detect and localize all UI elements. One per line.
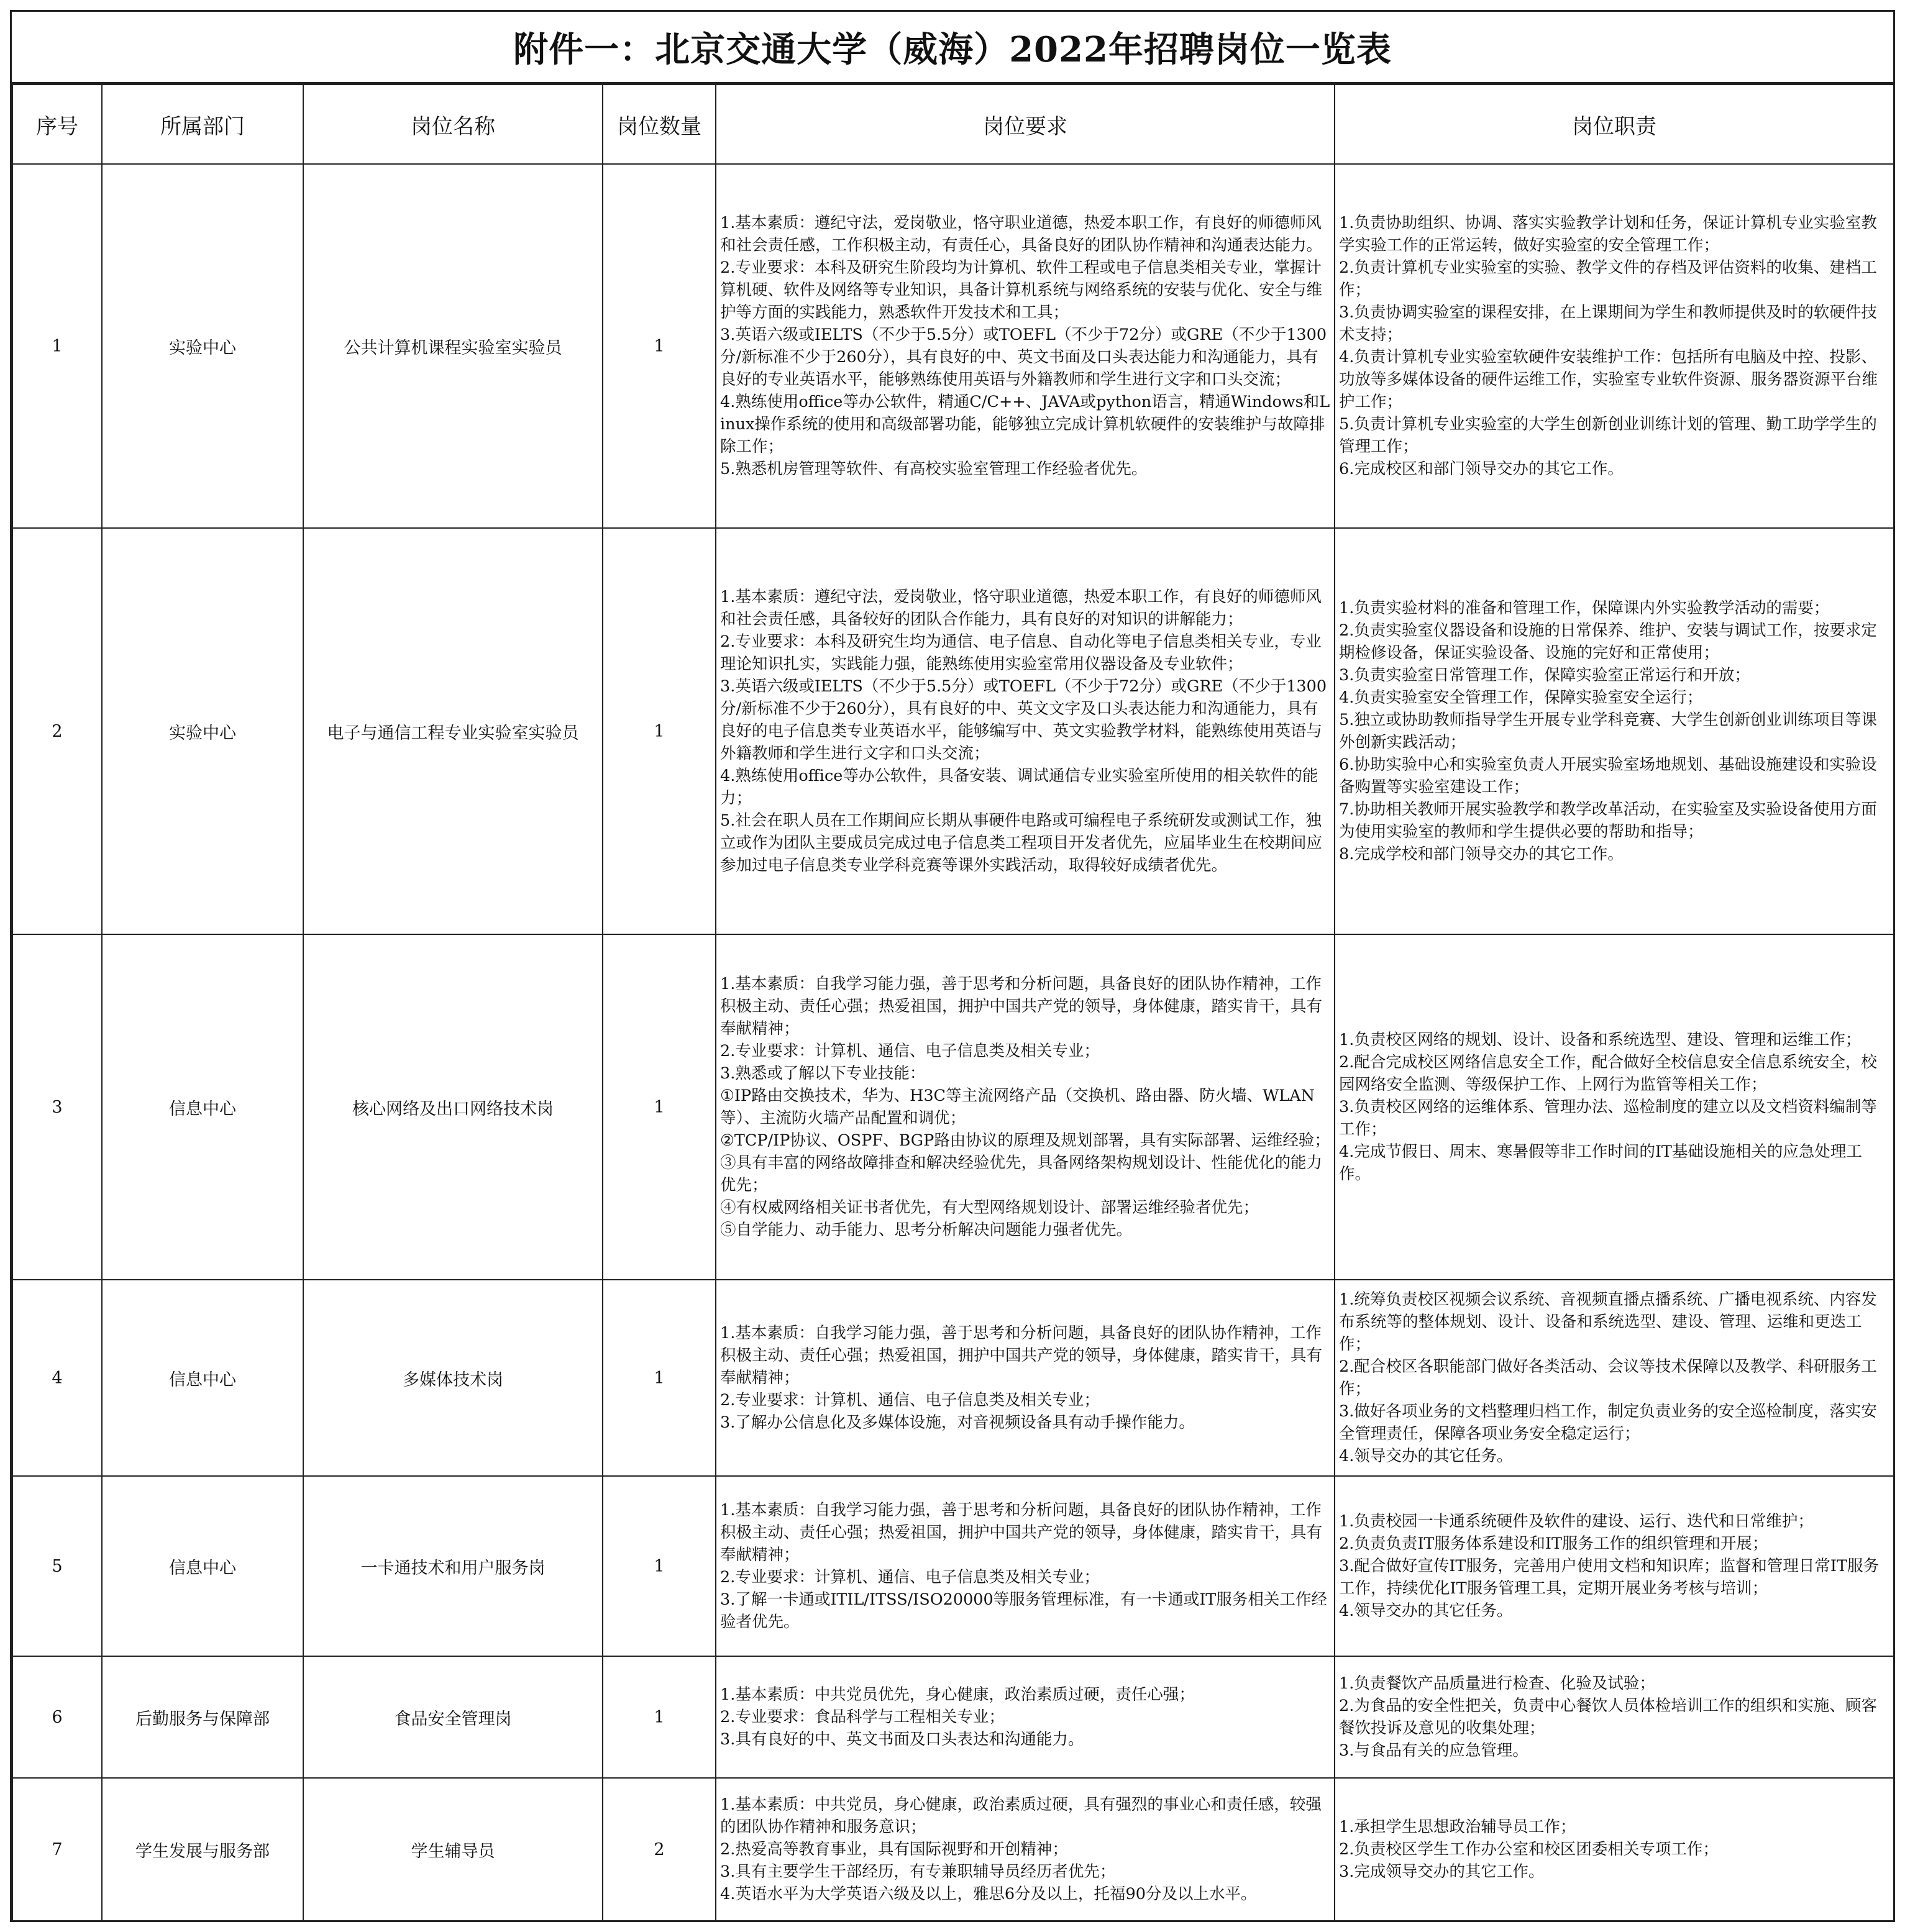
cell-dept: 学生发展与服务部 — [102, 1778, 303, 1921]
cell-no: 4 — [12, 1280, 102, 1476]
table-row — [12, 1656, 1894, 1778]
cell-no: 7 — [12, 1778, 102, 1921]
table-row — [12, 1476, 1894, 1656]
cell-no: 1 — [12, 164, 102, 528]
header-no: 序号 — [12, 84, 102, 164]
cell-duties: 1.统筹负责校区视频会议系统、音视频直播点播系统、广播电视系统、内容发布系统等的整体规划、设计、设备和系统选型、建设、管理、运维和更迭工作； 2.配合校区各职能部门做好各类活动、会议等技术保障以及教学、科研服务工作； 3.做好各项业务的文档整理归档工作，制定负责业务的安全巡检制度，落实安全管理责任，保障各项业务安全稳定运行； 4.领导交办的其它任务。 — [1335, 1280, 1894, 1476]
cell-count: 1 — [603, 164, 716, 528]
cell-dept: 信息中心 — [102, 934, 303, 1280]
cell-requirements: 1.基本素质：中共党员，身心健康，政治素质过硬，具有强烈的事业心和责任感，较强的团队协作精神和服务意识； 2.热爱高等教育事业，具有国际视野和开创精神； 3.具有主要学生干部经历，有专兼职辅导员经历者优先； 4.英语水平为大学英语六级及以上，雅思6分及以上，托福90分及以上水平。 — [716, 1778, 1335, 1921]
cell-dept: 实验中心 — [102, 528, 303, 934]
header-duties: 岗位职责 — [1335, 84, 1894, 164]
table-header-row — [12, 84, 1894, 164]
header-count: 岗位数量 — [603, 84, 716, 164]
table-row — [12, 934, 1894, 1280]
cell-no: 5 — [12, 1476, 102, 1656]
cell-count: 2 — [603, 1778, 716, 1921]
cell-duties: 1.负责协助组织、协调、落实实验教学计划和任务，保证计算机专业实验室教学实验工作的正常运转，做好实验室的安全管理工作； 2.负责计算机专业实验室的实验、教学文件的存档及评估资料的收集、建档工作； 3.负责协调实验室的课程安排，在上课期间为学生和教师提供及时的软硬件技术支持； 4.负责计算机专业实验室软硬件安装维护工作：包括所有电脑及中控、投影、功放等多媒体设备的硬件运维工作，实验室专业软件资源、服务器资源平台维护工作； 5.负责计算机专业实验室的大学生创新创业训练计划的管理、勤工助学学生的管理工作； 6.完成校区和部门领导交办的其它工作。 — [1335, 164, 1894, 528]
cell-position: 电子与通信工程专业实验室实验员 — [303, 528, 603, 934]
table-row — [12, 1280, 1894, 1476]
positions-table — [12, 84, 1894, 1921]
cell-duties: 1.负责校园一卡通系统硬件及软件的建设、运行、迭代和日常维护； 2.负责负责IT服务体系建设和IT服务工作的组织管理和开展； 3.配合做好宣传IT服务，完善用户使用文档和知识库；监督和管理日常IT服务工作，持续优化IT服务管理工具，定期开展业务考核与培训； 4.领导交办的其它任务。 — [1335, 1476, 1894, 1656]
cell-requirements: 1.基本素质：遵纪守法，爱岗敬业，恪守职业道德，热爱本职工作，有良好的师德师风和社会责任感，工作积极主动，有责任心，具备良好的团队协作精神和沟通表达能力。 2.专业要求：本科及研究生阶段均为计算机、软件工程或电子信息类相关专业，掌握计算机硬、软件及网络等专业知识，具备计算机系统与网络系统的安装与优化、安全与维护等方面的实践能力，熟悉软件开发技术和工具； 3.英语六级或IELTS（不少于5.5分）或TOEFL（不少于72分）或GRE（不少于1300分/新标准不少于260分），具有良好的中、英文书面及口头表达能力和沟通能力，具有良好的专业英语水平，能够熟练使用英语与外籍教师和学生进行文字和口头交流； 4.熟练使用office等办公软件，精通C/C++、JAVA或python语言，精通Windows和Linux操作系统的使用和高级部署功能，能够独立完成计算机软硬件的安装维护与故障排除工作； 5.熟悉机房管理等软件、有高校实验室管理工作经验者优先。 — [716, 164, 1335, 528]
cell-requirements: 1.基本素质：自我学习能力强，善于思考和分析问题，具备良好的团队协作精神，工作积极主动、责任心强；热爱祖国，拥护中国共产党的领导，身体健康，踏实肯干，具有奉献精神； 2.专业要求：计算机、通信、电子信息类及相关专业； 3.了解一卡通或ITIL/ITSS/ISO20000等服务管理标准，有一卡通或IT服务相关工作经验者优先。 — [716, 1476, 1335, 1656]
cell-no: 3 — [12, 934, 102, 1280]
cell-position: 核心网络及出口网络技术岗 — [303, 934, 603, 1280]
table-row — [12, 1778, 1894, 1921]
cell-duties: 1.负责校区网络的规划、设计、设备和系统选型、建设、管理和运维工作； 2.配合完成校区网络信息安全工作，配合做好全校信息安全信息系统安全，校园网络安全监测、等级保护工作、上网行为监管等相关工作； 3.负责校区网络的运维体系、管理办法、巡检制度的建立以及文档资料编制等工作； 4.完成节假日、周末、寒暑假等非工作时间的IT基础设施相关的应急处理工作。 — [1335, 934, 1894, 1280]
table-row — [12, 164, 1894, 528]
cell-dept: 信息中心 — [102, 1280, 303, 1476]
cell-requirements: 1.基本素质：中共党员优先，身心健康，政治素质过硬，责任心强； 2.专业要求：食品科学与工程相关专业； 3.具有良好的中、英文书面及口头表达和沟通能力。 — [716, 1656, 1335, 1778]
cell-duties: 1.负责实验材料的准备和管理工作，保障课内外实验教学活动的需要； 2.负责实验室仪器设备和设施的日常保养、维护、安装与调试工作，按要求定期检修设备，保证实验设备、设施的完好和正常使用； 3.负责实验室日常管理工作，保障实验室正常运行和开放； 4.负责实验室安全管理工作，保障实验室安全运行； 5.独立或协助教师指导学生开展专业学科竞赛、大学生创新创业训练项目等课外创新实践活动； 6.协助实验中心和实验室负责人开展实验室场地规划、基础设施建设和实验设备购置等实验室建设工作； 7.协助相关教师开展实验教学和教学改革活动，在实验室及实验设备使用方面为使用实验室的教师和学生提供必要的帮助和指导； 8.完成学校和部门领导交办的其它工作。 — [1335, 528, 1894, 934]
cell-requirements: 1.基本素质：自我学习能力强，善于思考和分析问题，具备良好的团队协作精神，工作积极主动、责任心强；热爱祖国，拥护中国共产党的领导，身体健康，踏实肯干，具有奉献精神； 2.专业要求：计算机、通信、电子信息类及相关专业； 3.了解办公信息化及多媒体设施，对音视频设备具有动手操作能力。 — [716, 1280, 1335, 1476]
cell-requirements: 1.基本素质：自我学习能力强，善于思考和分析问题，具备良好的团队协作精神，工作积极主动、责任心强；热爱祖国，拥护中国共产党的领导，身体健康，踏实肯干，具有奉献精神； 2.专业要求：计算机、通信、电子信息类及相关专业； 3.熟悉或了解以下专业技能： ①IP路由交换技术，华为、H3C等主流网络产品（交换机、路由器、防火墙、WLAN等）、主流防火墙产品配置和调优； ②TCP/IP协议、OSPF、BGP路由协议的原理及规划部署，具有实际部署、运维经验； ③具有丰富的网络故障排查和解决经验优先，具备网络架构规划设计、性能优化的能力优先； ④有权威网络相关证书者优先，有大型网络规划设计、部署运维经验者优先； ⑤自学能力、动手能力、思考分析解决问题能力强者优先。 — [716, 934, 1335, 1280]
cell-requirements: 1.基本素质：遵纪守法，爱岗敬业，恪守职业道德，热爱本职工作，有良好的师德师风和社会责任感，具备较好的团队合作能力，具有良好的对知识的讲解能力； 2.专业要求：本科及研究生均为通信、电子信息、自动化等电子信息类相关专业，专业理论知识扎实，实践能力强，能熟练使用实验室常用仪器设备及专业软件； 3.英语六级或IELTS（不少于5.5分）或TOEFL（不少于72分）或GRE（不少于1300分/新标准不少于260分），具有良好的中、英文文字及口头表达能力和沟通能力，具有良好的电子信息类专业英语水平，能够编写中、英文实验教学材料，能熟练使用英语与外籍教师和学生进行文字和口头交流； 4.熟练使用office等办公软件，具备安装、调试通信专业实验室所使用的相关软件的能力； 5.社会在职人员在工作期间应长期从事硬件电路或可编程电子系统研发或测试工作，独立或作为团队主要成员完成过电子信息类工程项目开发者优先，应届毕业生在校期间应参加过电子信息类专业学科竞赛等课外实践活动，取得较好成绩者优先。 — [716, 528, 1335, 934]
cell-position: 多媒体技术岗 — [303, 1280, 603, 1476]
cell-dept: 后勤服务与保障部 — [102, 1656, 303, 1778]
cell-no: 2 — [12, 528, 102, 934]
cell-position: 一卡通技术和用户服务岗 — [303, 1476, 603, 1656]
cell-count: 1 — [603, 1476, 716, 1656]
cell-dept: 信息中心 — [102, 1476, 303, 1656]
cell-count: 1 — [603, 1656, 716, 1778]
page-title: 附件一：北京交通大学（威海）2022年招聘岗位一览表 — [12, 12, 1893, 84]
cell-position: 学生辅导员 — [303, 1778, 603, 1921]
cell-count: 1 — [603, 934, 716, 1280]
cell-count: 1 — [603, 528, 716, 934]
cell-duties: 1.负责餐饮产品质量进行检查、化验及试验； 2.为食品的安全性把关，负责中心餐饮人员体检培训工作的组织和实施、顾客餐饮投诉及意见的收集处理； 3.与食品有关的应急管理。 — [1335, 1656, 1894, 1778]
cell-count: 1 — [603, 1280, 716, 1476]
header-dept: 所属部门 — [102, 84, 303, 164]
cell-dept: 实验中心 — [102, 164, 303, 528]
cell-no: 6 — [12, 1656, 102, 1778]
header-position: 岗位名称 — [303, 84, 603, 164]
header-requirements: 岗位要求 — [716, 84, 1335, 164]
cell-duties: 1.承担学生思想政治辅导员工作； 2.负责校区学生工作办公室和校区团委相关专项工作； 3.完成领导交办的其它工作。 — [1335, 1778, 1894, 1921]
recruitment-sheet — [10, 10, 1895, 1922]
table-row — [12, 528, 1894, 934]
cell-position: 公共计算机课程实验室实验员 — [303, 164, 603, 528]
cell-position: 食品安全管理岗 — [303, 1656, 603, 1778]
